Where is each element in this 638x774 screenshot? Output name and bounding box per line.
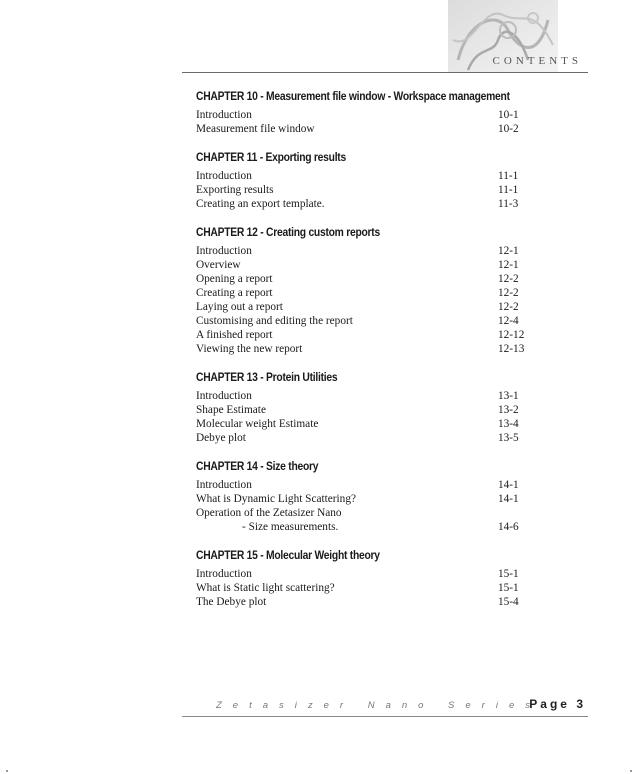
toc-entry-page: 12-2 <box>498 273 519 285</box>
toc-entry-label: Viewing the new report <box>196 343 303 355</box>
toc-entry-page: 12-1 <box>498 259 519 271</box>
toc-entry-label: Measurement file window <box>196 123 315 135</box>
toc-entry-page: 15-1 <box>498 568 519 580</box>
toc-entry-page: 13-2 <box>498 404 519 416</box>
toc-entry-label: The Debye plot <box>196 596 267 608</box>
chapter-section <box>196 88 546 136</box>
toc-entry-page: 13-5 <box>498 432 519 444</box>
toc-entry[interactable] <box>196 567 546 581</box>
toc-entry[interactable] <box>196 328 546 342</box>
toc-entry-page: 13-4 <box>498 418 519 430</box>
toc-entry[interactable] <box>196 108 546 122</box>
toc-entry[interactable] <box>196 272 546 286</box>
chapter-section <box>196 369 546 445</box>
chapter-title: CHAPTER 15 - Molecular Weight theory <box>196 548 380 562</box>
toc-entry-page: 14-6 <box>498 521 519 533</box>
toc-entry-label: Operation of the Zetasizer Nano <box>196 507 342 519</box>
toc-entry[interactable] <box>196 520 546 534</box>
page-header-title: CONTENTS <box>492 55 582 67</box>
chapter-title: CHAPTER 10 - Measurement file window - Workspace management <box>196 89 510 103</box>
toc-entry-label: - Size measurements. <box>242 521 339 533</box>
toc-entry[interactable] <box>196 581 546 595</box>
toc-entry-label: Creating an export template. <box>196 198 325 210</box>
toc-entry-label: Exporting results <box>196 184 274 196</box>
toc-entry-label: What is Dynamic Light Scattering? <box>196 493 356 505</box>
toc-entry-page: 12-4 <box>498 315 519 327</box>
toc-entry-label: Creating a report <box>196 287 273 299</box>
toc-entry-label: Laying out a report <box>196 301 283 313</box>
toc-entry[interactable] <box>196 300 546 314</box>
toc-entry[interactable] <box>196 122 546 136</box>
toc-entry-page: 12-12 <box>498 329 525 341</box>
toc-entry-label: A finished report <box>196 329 273 341</box>
toc-entry-label: Debye plot <box>196 432 246 444</box>
table-of-contents <box>196 88 546 622</box>
toc-entry-page: 11-1 <box>498 184 519 196</box>
toc-entry-page: 10-1 <box>498 109 519 121</box>
toc-entry-label: Overview <box>196 259 241 271</box>
toc-entry[interactable] <box>196 389 546 403</box>
toc-entry[interactable] <box>196 417 546 431</box>
toc-entry-page: 15-1 <box>498 582 519 594</box>
toc-entry-label: Shape Estimate <box>196 404 266 416</box>
toc-entry-page: 10-2 <box>498 123 519 135</box>
corner-mark <box>630 770 632 772</box>
toc-entry-page: 12-1 <box>498 245 519 257</box>
toc-entry[interactable] <box>196 169 546 183</box>
toc-entry-page: 15-4 <box>498 596 519 608</box>
toc-entry-label: Opening a report <box>196 273 273 285</box>
chapter-section <box>196 547 546 609</box>
chapter-title: CHAPTER 11 - Exporting results <box>196 150 346 164</box>
toc-entry[interactable] <box>196 244 546 258</box>
toc-entry-page: 13-1 <box>498 390 519 402</box>
toc-entry-page: 12-2 <box>498 287 519 299</box>
toc-entry[interactable] <box>196 403 546 417</box>
toc-entry[interactable] <box>196 595 546 609</box>
toc-entry[interactable] <box>196 342 546 356</box>
chapter-title: CHAPTER 14 - Size theory <box>196 459 319 473</box>
toc-entry-page: 14-1 <box>498 493 519 505</box>
footer-series-name: Zetasizer Nano Series <box>216 700 541 711</box>
toc-entry-page: 11-1 <box>498 170 519 182</box>
toc-entry-label: Introduction <box>196 170 252 182</box>
toc-entry-page: 12-13 <box>498 343 525 355</box>
toc-entry-page <box>498 506 546 520</box>
toc-entry-label: Customising and editing the report <box>196 315 353 327</box>
toc-entry[interactable] <box>196 314 546 328</box>
toc-entry-label: Introduction <box>196 568 252 580</box>
toc-entry-page: 11-3 <box>498 198 519 210</box>
chapter-section <box>196 458 546 534</box>
chapter-title: CHAPTER 13 - Protein Utilities <box>196 370 338 384</box>
toc-entry[interactable] <box>196 197 546 211</box>
chapter-section <box>196 149 546 211</box>
toc-entry-label: Molecular weight Estimate <box>196 418 319 430</box>
toc-entry-label: Introduction <box>196 245 252 257</box>
toc-entry[interactable] <box>196 258 546 272</box>
footer-page-number: Page 3 <box>529 697 586 711</box>
toc-entry[interactable] <box>196 286 546 300</box>
toc-entry-label: Introduction <box>196 390 252 402</box>
toc-entry-label: What is Static light scattering? <box>196 582 335 594</box>
toc-entry[interactable] <box>196 183 546 197</box>
toc-entry[interactable] <box>196 478 546 492</box>
toc-entry-page: 14-1 <box>498 479 519 491</box>
toc-entry-label: Introduction <box>196 109 252 121</box>
footer-divider <box>182 716 588 717</box>
toc-entry[interactable] <box>196 492 546 506</box>
toc-entry[interactable] <box>196 431 546 445</box>
toc-entry[interactable] <box>196 506 546 520</box>
corner-mark <box>6 770 8 772</box>
toc-entry-label: Introduction <box>196 479 252 491</box>
toc-entry-page: 12-2 <box>498 301 519 313</box>
chapter-title: CHAPTER 12 - Creating custom reports <box>196 225 380 239</box>
chapter-section <box>196 224 546 356</box>
header-divider <box>182 72 588 73</box>
